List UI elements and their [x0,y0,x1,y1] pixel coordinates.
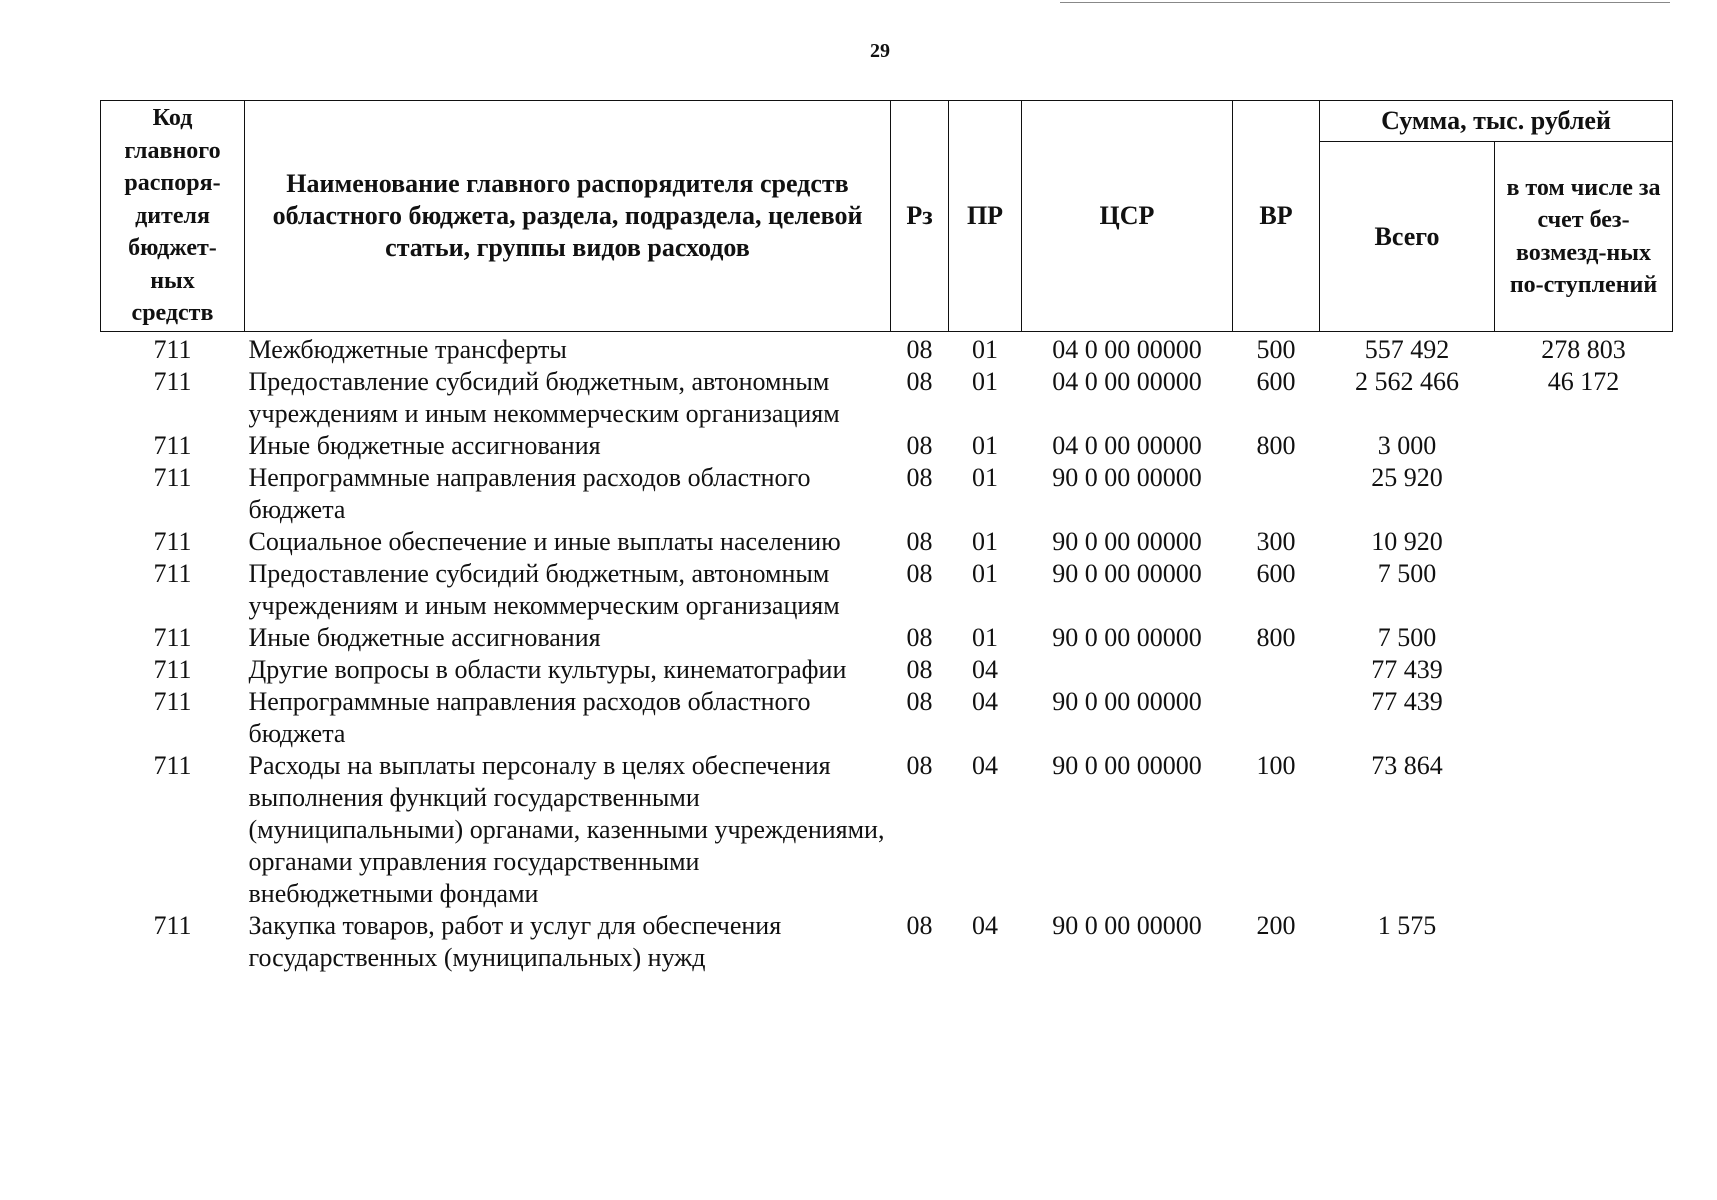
cell-vr: 500 [1256,335,1296,364]
cell-free [1495,462,1673,526]
cell-total: 10 920 [1371,527,1443,556]
cell-total: 3 000 [1377,431,1437,460]
cell-vr: 800 [1256,623,1296,652]
cell-name: Непрограммные направления расходов областного бюджета [248,463,811,524]
cell-total: 25 920 [1371,463,1443,492]
cell-rz: 08 [906,463,933,492]
cell-csr: 90 0 00 00000 [1052,463,1202,492]
cell-free: 46 172 [1547,367,1620,396]
cell-name: Предоставление субсидий бюджетным, автономным учреждениям и иным некоммерческим организациям [248,559,840,620]
header-code: Код главного распоря-дителя бюджет-ных средств [101,101,245,332]
cell-total: 557 492 [1364,335,1450,364]
cell-vr [1233,462,1320,526]
table-row [101,686,1673,750]
cell-rz: 08 [906,335,933,364]
cell-name: Расходы на выплаты персоналу в целях обеспечения выполнения функций государственными (муниципальными) органами, казенными учреждениями, органами управления государственными внебюджетными фондами [248,751,885,908]
table-header [101,101,1673,332]
cell-csr: 90 0 00 00000 [1052,911,1202,940]
header-rz: Рз [891,101,949,332]
cell-total: 73 864 [1371,751,1443,780]
cell-free [1495,686,1673,750]
cell-vr: 100 [1256,751,1296,780]
table-body [101,332,1673,975]
cell-free [1495,430,1673,462]
cell-free: 278 803 [1541,335,1626,364]
cell-rz: 08 [906,655,933,684]
cell-pr: 04 [972,911,998,940]
table-row [101,622,1673,654]
cell-csr: 90 0 00 00000 [1052,527,1202,556]
cell-name: Иные бюджетные ассигнования [248,431,601,460]
cell-name: Предоставление субсидий бюджетным, автономным учреждениям и иным некоммерческим организациям [248,367,840,428]
header-name: Наименование главного распорядителя средств областного бюджета, раздела, подраздела, целевой статьи, группы видов расходов [245,101,891,332]
cell-total: 1 575 [1377,911,1437,940]
cell-pr: 04 [972,687,998,716]
cell-vr: 300 [1256,527,1296,556]
table-row [101,332,1673,367]
cell-total: 2 562 466 [1355,367,1459,396]
header-vr: ВР [1233,101,1320,332]
cell-code: 711 [153,431,192,460]
table-row [101,750,1673,910]
table-row [101,558,1673,622]
cell-rz: 08 [906,559,933,588]
cell-total: 77 439 [1371,655,1443,684]
cell-csr: 90 0 00 00000 [1052,687,1202,716]
cell-vr: 600 [1256,367,1296,396]
header-csr: ЦСР [1022,101,1233,332]
cell-free [1495,558,1673,622]
cell-free [1495,910,1673,974]
cell-pr: 04 [972,751,998,780]
cell-code: 711 [153,911,192,940]
cell-name: Непрограммные направления расходов областного бюджета [248,687,811,748]
cell-rz: 08 [906,431,933,460]
cell-csr: 04 0 00 00000 [1052,431,1202,460]
cell-pr: 01 [972,527,998,556]
scan-edge-line [1060,2,1670,3]
cell-code: 711 [153,367,192,396]
cell-code: 711 [153,751,192,780]
cell-pr: 04 [972,655,998,684]
header-pr: ПР [949,101,1022,332]
cell-pr: 01 [972,367,998,396]
cell-vr: 200 [1256,911,1296,940]
cell-total: 77 439 [1371,687,1443,716]
cell-vr: 800 [1256,431,1296,460]
table-row [101,654,1673,686]
cell-code: 711 [153,687,192,716]
cell-free [1495,622,1673,654]
page-number: 29 [870,40,890,62]
cell-csr [1022,654,1233,686]
header-sum: Сумма, тыс. рублей [1320,101,1673,142]
cell-rz: 08 [906,751,933,780]
cell-csr: 04 0 00 00000 [1052,367,1202,396]
cell-csr: 04 0 00 00000 [1052,335,1202,364]
table-row [101,430,1673,462]
cell-csr: 90 0 00 00000 [1052,623,1202,652]
cell-name: Иные бюджетные ассигнования [248,623,601,652]
header-total: Всего [1320,142,1495,332]
cell-pr: 01 [972,463,998,492]
cell-name: Социальное обеспечение и иные выплаты населению [248,527,841,556]
cell-code: 711 [153,463,192,492]
cell-pr: 01 [972,335,998,364]
cell-rz: 08 [906,687,933,716]
cell-total: 7 500 [1377,623,1437,652]
cell-name: Закупка товаров, работ и услуг для обеспечения государственных (муниципальных) нужд [248,911,782,972]
cell-rz: 08 [906,623,933,652]
table-row [101,526,1673,558]
cell-name: Межбюджетные трансферты [248,335,567,364]
header-free: в том числе за счет без-возмезд-ных по-ступлений [1495,142,1673,332]
cell-code: 711 [153,527,192,556]
cell-pr: 01 [972,623,998,652]
table-row [101,462,1673,526]
cell-total: 7 500 [1377,559,1437,588]
budget-table [100,100,1673,974]
cell-code: 711 [153,559,192,588]
cell-vr [1233,686,1320,750]
cell-pr: 01 [972,431,998,460]
cell-code: 711 [153,335,192,364]
cell-code: 711 [153,623,192,652]
cell-free [1495,654,1673,686]
cell-vr [1233,654,1320,686]
cell-pr: 01 [972,559,998,588]
table-row [101,366,1673,430]
cell-rz: 08 [906,911,933,940]
cell-rz: 08 [906,527,933,556]
cell-csr: 90 0 00 00000 [1052,751,1202,780]
cell-code: 711 [153,655,192,684]
cell-free [1495,526,1673,558]
cell-vr: 600 [1256,559,1296,588]
table-row [101,910,1673,974]
cell-csr: 90 0 00 00000 [1052,559,1202,588]
cell-name: Другие вопросы в области культуры, кинематографии [248,655,847,684]
cell-free [1495,750,1673,910]
cell-rz: 08 [906,367,933,396]
